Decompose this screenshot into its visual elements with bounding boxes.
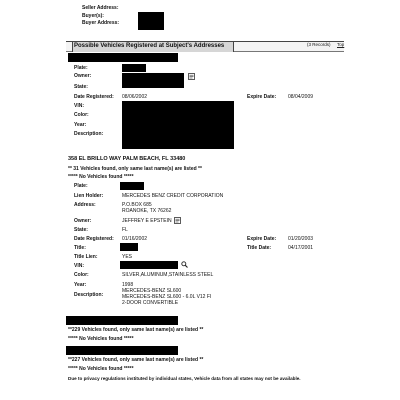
v2-color: SILVER,ALUMINUM,STAINLESS STEEL [122, 272, 214, 278]
v2-title-lien: YES [122, 254, 133, 260]
address2-found-note: **229 Vehicles found, only same last name(s) are listed ** [68, 327, 204, 333]
v2-plate-redaction [120, 182, 144, 190]
v2-year: 1998 [122, 282, 134, 288]
v1-owner-redaction [122, 73, 184, 88]
address3-found-note: **227 Vehicles found, only same last name(s) are listed ** [68, 357, 204, 363]
address2-none-note: ***** No Vehicles found ***** [68, 336, 134, 342]
v1-color-label: Color: [74, 112, 89, 118]
v1-year-label: Year: [74, 122, 87, 128]
privacy-note: Due to privacy regulations instituted by individual states, Vehicle data from all states may not be available. [68, 376, 301, 381]
v2-owner: JEFFREY E EPSTEIN [122, 218, 172, 224]
v2-description-line1: MERCEDES-BENZ SL600 [122, 288, 182, 294]
top-link[interactable]: Top [337, 42, 345, 47]
v2-description-label: Description: [74, 292, 104, 298]
v2-expire-label: Expire Date: [247, 236, 277, 242]
v2-lien-holder-label: Lien Holder: [74, 193, 104, 199]
document-icon[interactable] [174, 217, 181, 226]
v1-expire-label: Expire Date: [247, 94, 277, 100]
v2-color-label: Color: [74, 272, 89, 278]
buyers-label: Buyer(s): [82, 13, 104, 19]
v1-plate-label: Plate: [74, 65, 88, 71]
v2-vin-redaction [120, 261, 178, 269]
v1-expire-date: 08/04/2009 [288, 94, 314, 100]
buyer-address-label: Buyer Address: [82, 20, 120, 26]
v2-address-label: Address: [74, 202, 96, 208]
document-icon[interactable] [188, 73, 195, 82]
v2-owner-label: Owner: [74, 218, 92, 224]
v1-state-label: State: [74, 84, 88, 90]
v2-date-registered: 01/16/2002 [122, 236, 148, 242]
v1-vin-label: VIN: [74, 103, 84, 109]
v2-state: FL [122, 227, 128, 233]
address3-none-note: ***** No Vehicles found ***** [68, 366, 134, 372]
redaction-buyers [138, 12, 164, 30]
v1-details-redaction [122, 101, 234, 149]
v2-expire-date: 01/20/2003 [288, 236, 314, 242]
v2-description-line3: 2-DOOR CONVERTIBLE [122, 300, 179, 306]
v2-year-label: Year: [74, 282, 87, 288]
v2-title-lien-label: Title Lien: [74, 254, 98, 260]
records-count: (3 Records) [307, 42, 331, 47]
v1-date-registered-label: Date Registered: [74, 94, 114, 100]
v2-plate-label: Plate: [74, 183, 88, 189]
v2-vin-label: VIN: [74, 263, 84, 269]
v2-description-line2: MERCEDES-BENZ SL600 - 6.0L V12 FI [122, 294, 212, 300]
v2-lien-holder: MERCEDES BENZ CREDIT CORPORATION [122, 193, 224, 199]
v1-date-registered: 08/06/2002 [122, 94, 148, 100]
address1-found-note: ** 31 Vehicles found, only same last name(s) are listed ** [68, 166, 202, 172]
redaction-address2-heading [66, 316, 178, 325]
v2-title-date-label: Title Date: [247, 245, 272, 251]
v1-description-label: Description: [74, 131, 104, 137]
address1-none-note: ***** No Vehicles found ***** [68, 174, 134, 180]
v1-plate-redaction [122, 64, 146, 72]
v2-state-label: State: [74, 227, 88, 233]
section-title: Possible Vehicles Registered at Subject's Addresses [74, 43, 225, 49]
v2-address-line2: ROANOKE, TX 76262 [122, 208, 172, 214]
v2-title-date: 04/17/2001 [288, 245, 314, 251]
v2-address-line1: P.O.BOX 685 [122, 202, 152, 208]
v2-title-redaction [120, 243, 138, 251]
redaction-address-heading [68, 53, 178, 62]
magnifier-icon[interactable] [181, 261, 188, 270]
v2-title-label: Title: [74, 245, 86, 251]
redaction-address3-heading [66, 346, 178, 355]
address1-heading: 358 EL BRILLO WAY PALM BEACH, FL 33480 [68, 156, 186, 162]
seller-address-label: Seller Address: [82, 5, 119, 11]
v2-date-registered-label: Date Registered: [74, 236, 114, 242]
v1-owner-label: Owner: [74, 73, 92, 79]
